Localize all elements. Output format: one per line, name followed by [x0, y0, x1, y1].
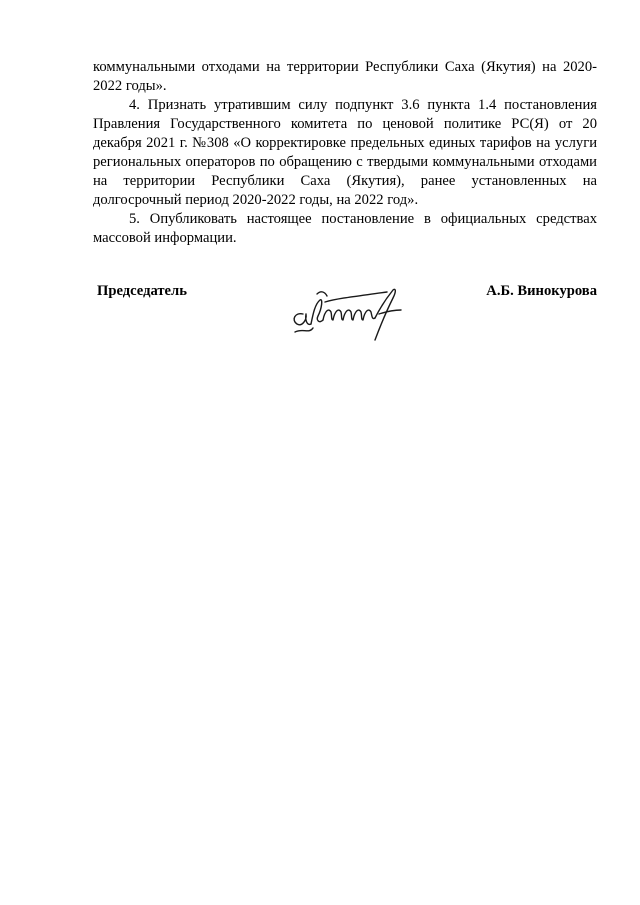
paragraph-continuation: коммунальными отходами на территории Республики Саха (Якутия) на 2020-2022 годы».	[93, 59, 597, 94]
signatory-title: Председатель	[97, 283, 187, 299]
signatory-name: А.Б. Винокурова	[486, 283, 597, 299]
document-body	[93, 58, 597, 248]
paragraph-item-4: 4. Признать утратившим силу подпункт 3.6 пункта 1.4 постановления Правления Государственного комитета по ценовой политике РС(Я) от 20 декабря 2021 г. №308 «О корректировке предельных единых тарифов на услуги региональных операторов по обращению с твердыми коммунальными отходами на территории Республики Саха (Якутия), ранее установленных на долгосрочный период 2020-2022 годы, на 2022 год».	[93, 97, 597, 208]
signature-block	[97, 280, 597, 350]
paragraph-item-5: 5. Опубликовать настоящее постановление в официальных средствах массовой информации.	[93, 211, 597, 246]
handwritten-signature	[289, 280, 414, 350]
